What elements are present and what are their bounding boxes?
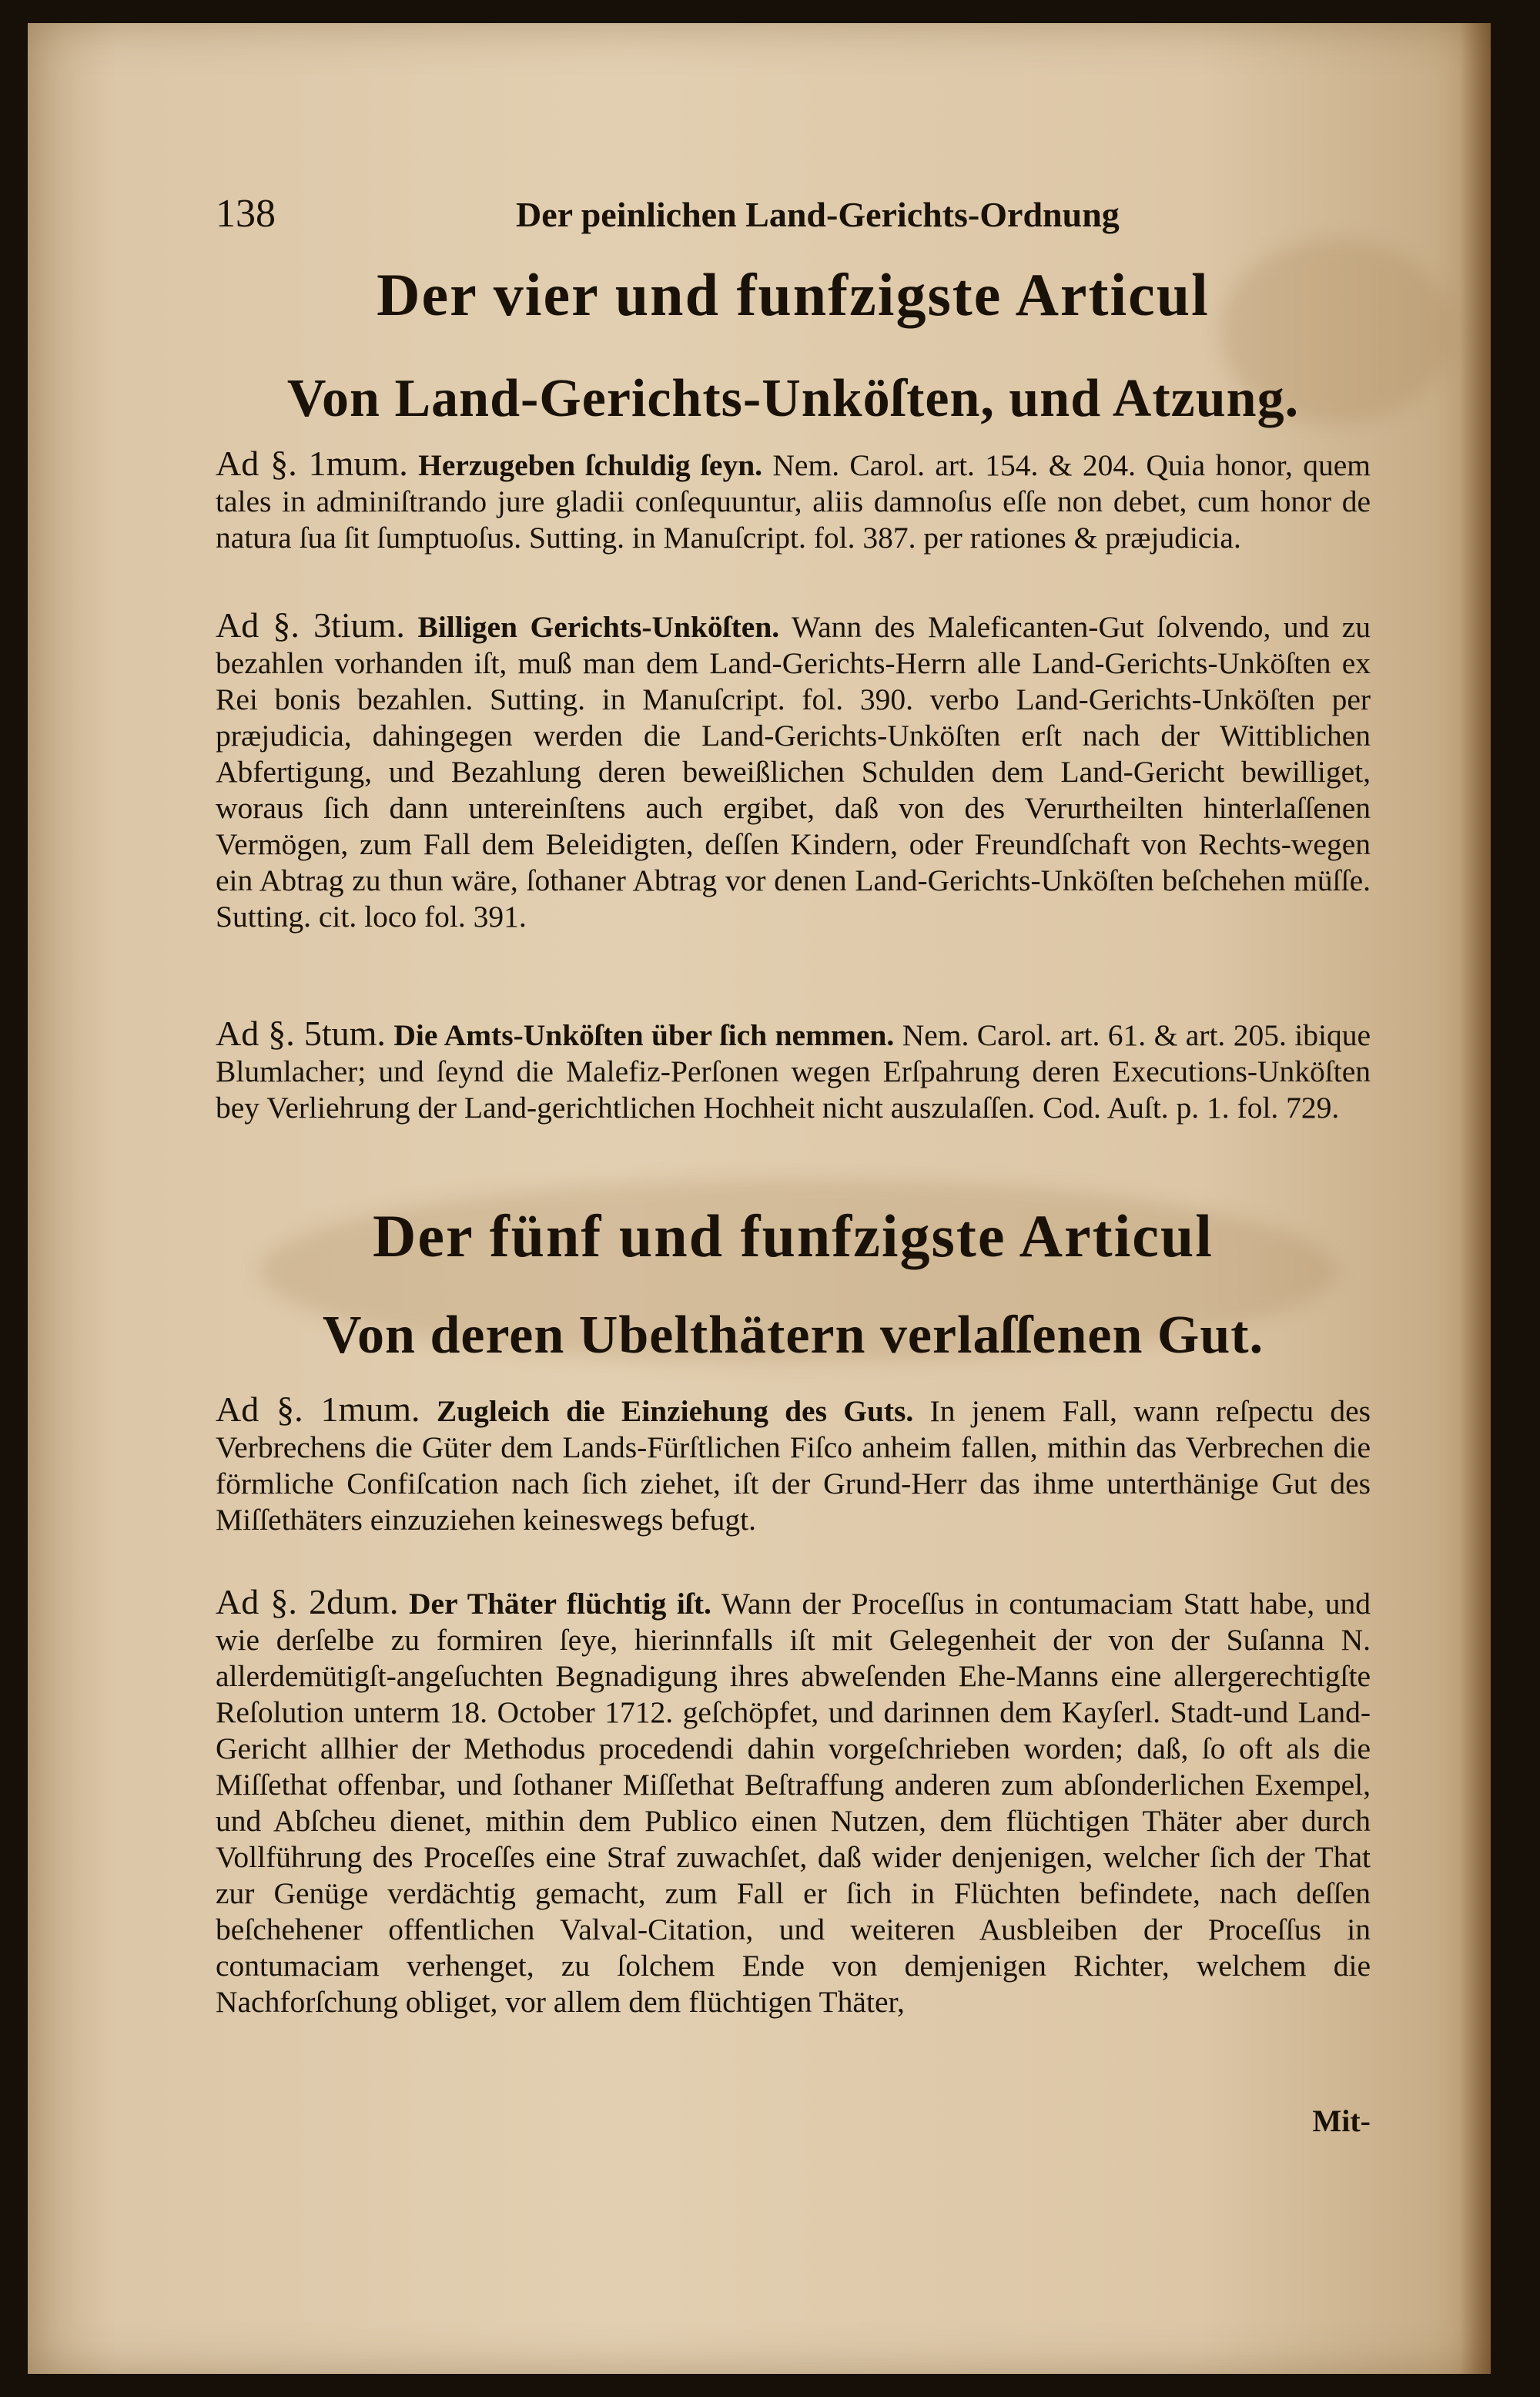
paragraph-reference: Ad §. 3tium.	[216, 605, 405, 645]
paragraph-body: Wann der Proceſſus in contumaciam Statt habe, und wie derſelbe zu formiren ſeye, hierinnfalls iſt mit Gelegenheit der von der Suſanna N. allerdemütigſt-angeſuchten Begnadigung ihres abweſenden Ehe-Manns eine allergerechtigſte Reſolution unterm 18. October 1712. geſchöpfet, und darinnen dem Kayſerl. Stadt-und Land-Gericht allhier der Methodus procedendi dahin vorgeſchrieben worden; daß, ſo oft als die Miſſethat offenbar, und ſothaner Miſſethat Beſtraffung anderen zum abſonderlichen Exempel, und Abſcheu dienet, mithin dem Publico einen Nutzen, dem flüchtigen Thäter aber durch Vollführung des Proceſſes eine Straf zuwachſet, daß wider denjenigen, welcher ſich der That zur Genüge verdächtig gemacht, zum Fall er ſich in Flüchten befindete, nach deſſen beſchehener offentlichen Valval-Citation, und weiteren Ausbleiben der Proceſſus in contumaciam verhenget, zu ſolchem Ende von demjenigen Richter, welchem die Nachforſchung obliget, vor allem dem flüchtigen Thäter,	[216, 1587, 1371, 2019]
section-55-subtitle: Von deren Ubelthätern verlaſſenen Gut.	[322, 1306, 1264, 1365]
paragraph-body: In jenem Fall, wann reſpectu des Verbrechens die Güter dem Lands-Fürſtlichen Fiſco anheim fallen, mithin das Verbrechen die förmliche Confiſcation nach ſich ziehet, iſt der Grund-Herr das ihme unterthänige Gut des Miſſethäters einzuziehen keineswegs befugt.	[216, 1394, 1371, 1537]
paragraph-reference: Ad §. 1mum.	[216, 444, 408, 483]
section-55-title: Der fünf und funfzigste Articul	[373, 1202, 1214, 1269]
paragraph	[216, 445, 1371, 556]
paragraph-lemma: Die Amts-Unköſten über ſich nemmen.	[393, 1018, 895, 1052]
paragraph-reference: Ad §. 5tum.	[216, 1014, 386, 1053]
running-head: Der peinlichen Land-Gerichts-Ordnung	[516, 195, 1120, 234]
paragraph-reference: Ad §. 2dum.	[216, 1582, 399, 1621]
paragraph-lemma: Der Thäter flüchtig iſt.	[408, 1587, 711, 1621]
page-number: 138	[216, 192, 276, 236]
section-54-title: Der vier und funfzigste Articul	[377, 261, 1210, 328]
paragraph	[216, 607, 1371, 935]
page-header	[216, 191, 1371, 245]
paragraph-body: Nem. Carol. art. 154. & 204. Quia honor, quem tales in adminiſtrando jure gladii conſequuntur, aliis damnoſus eſſe non debet, cum honor de natura ſua ſit ſumptuoſus. Sutting. in Manuſcript. fol. 387. per rationes & præjudicia.	[216, 448, 1371, 555]
paragraph-lemma: Herzugeben ſchuldig ſeyn.	[418, 448, 763, 482]
paragraph-body: Nem. Carol. art. 61. & art. 205. ibique Blumlacher; und ſeynd die Malefiz-Perſonen wegen Erſpahrung deren Executions-Unköſten bey Verliehrung der Land-gerichtlichen Hochheit nicht auszulaſſen. Cod. Auſt. p. 1. fol. 729.	[216, 1018, 1371, 1125]
paragraph	[216, 1015, 1371, 1126]
paragraph-lemma: Zugleich die Einziehung des Guts.	[436, 1394, 914, 1428]
page-spine-shadow	[1460, 23, 1491, 2374]
paragraph-body: Wann des Maleficanten-Gut ſolvendo, und zu bezahlen vorhanden iſt, muß man dem Land-Gerichts-Herrn alle Land-Gerichts-Unköſten ex Rei bonis bezahlen. Sutting. in Manuſcript. fol. 390. verbo Land-Gerichts-Unköſten per præjudicia, dahingegen werden die Land-Gerichts-Unköſten erſt nach der Wittiblichen Abfertigung, und Bezahlung deren beweißlichen Schulden dem Land-Gericht bewilliget, woraus ſich dann untereinſtens auch ergibet, daß von des Verurtheilten hinterlaſſenen Vermögen, zum Fall dem Beleidigten, deſſen Kindern, oder Freundſchaft von Rechts-wegen ein Abtrag zu thun wäre, ſothaner Abtrag vor denen Land-Gerichts-Unköſten beſchehen müſſe. Sutting. cit. loco fol. 391.	[216, 610, 1371, 934]
paragraph-reference: Ad §. 1mum.	[216, 1390, 420, 1429]
paragraph	[216, 1391, 1371, 1538]
catchword: Mit-	[1312, 2104, 1371, 2138]
section-54-subtitle: Von Land-Gerichts-Unköſten, und Atzung.	[286, 369, 1300, 428]
paragraph	[216, 1584, 1371, 2020]
paragraph-lemma: Billigen Gerichts-Unköſten.	[417, 610, 780, 644]
